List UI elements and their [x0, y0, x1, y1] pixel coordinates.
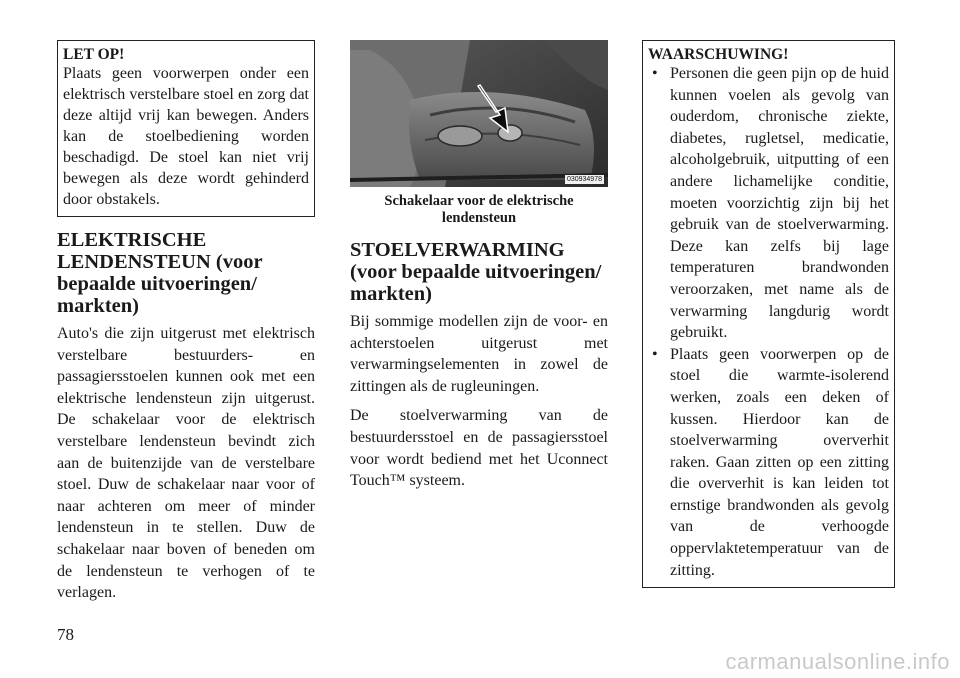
warning-bullet: • Personen die geen pijn op de huid kunnen voelen als gevolg van ouderdom, chronische ziekte, diabetes, rugletsel, medicatie, alcoholgebruik, uitputting of een andere lichamelijke conditie, moeten voorzichtig zijn bij het gebruik van de stoelverwarming. Deze kan zelfs bij lage temperaturen brandwonden veroorzaken, met name als de verwarming langdurig wordt gebruikt. — [648, 63, 889, 344]
middle-column — [350, 40, 608, 492]
warning-title: WAARSCHUWING! — [648, 46, 789, 63]
warning-box — [642, 40, 895, 588]
heated-text-2: De stoelverwarming van de bestuurdersstoel en de passagiersstoel voor wordt bediend met het Uconnect Touch™ systeem. — [350, 407, 608, 490]
figure-caption: Schakelaar voor de elektrische lendensteun — [384, 193, 574, 226]
warning-bullet: • Plaats geen voorwerpen op de stoel die warmte-isolerend werken, zoals een deken of kussen. Hierdoor kan de stoelverwarming oververhit raken. Gaan zitten op een zitting die oververhit is kan leiden tot ernstige brandwonden als gevolg van de verhoogde oppervlaktetemperatuur van de zitting. — [648, 344, 889, 582]
right-column — [642, 40, 895, 588]
left-column — [57, 40, 315, 604]
caution-title: LET OP! — [63, 46, 125, 63]
caution-box — [57, 40, 315, 217]
lumbar-switch-figure — [350, 40, 608, 187]
heated-heading: STOELVERWARMING (voor bepaalde uitvoeringen/ markten) — [350, 239, 602, 305]
warning-list — [648, 63, 889, 581]
page-number: 78 — [57, 625, 74, 644]
caution-text: Plaats geen voorwerpen onder een elektrisch verstelbare stoel en zorg dat deze altijd vrij kan bewegen. Anders kan de stoelbediening worden beschadigd. De stoel kan niet vrij bewegen als deze wordt gehinderd door obstakels. — [63, 65, 309, 208]
figure-code: 030934978 — [566, 176, 602, 183]
seat-illustration — [350, 40, 608, 187]
lumbar-text: Auto's die zijn uitgerust met elektrisch verstelbare bestuurders- en passagiersstoelen kunnen ook met een elektrische lendensteun zijn uitgerust. De schakelaar voor de elektrisch verstelbare lendensteun bevindt zich aan de buitenzijde van de verstelbare stoel. Duw de schakelaar naar voor of naar achteren om meer of minder lendensteun in te stellen. Duw de schakelaar naar boven of beneden om de lendensteun te verhogen of te verlagen. — [57, 325, 315, 602]
heated-text-1: Bij sommige modellen zijn de voor- en achterstoelen uitgerust met verwarmingselementen in zowel de zittingen als de rugleuningen. — [350, 313, 608, 395]
watermark: carmanualsonline.info — [725, 649, 950, 674]
lumbar-heading: ELEKTRISCHE LENDENSTEUN (voor bepaalde uitvoeringen/ markten) — [57, 229, 263, 317]
